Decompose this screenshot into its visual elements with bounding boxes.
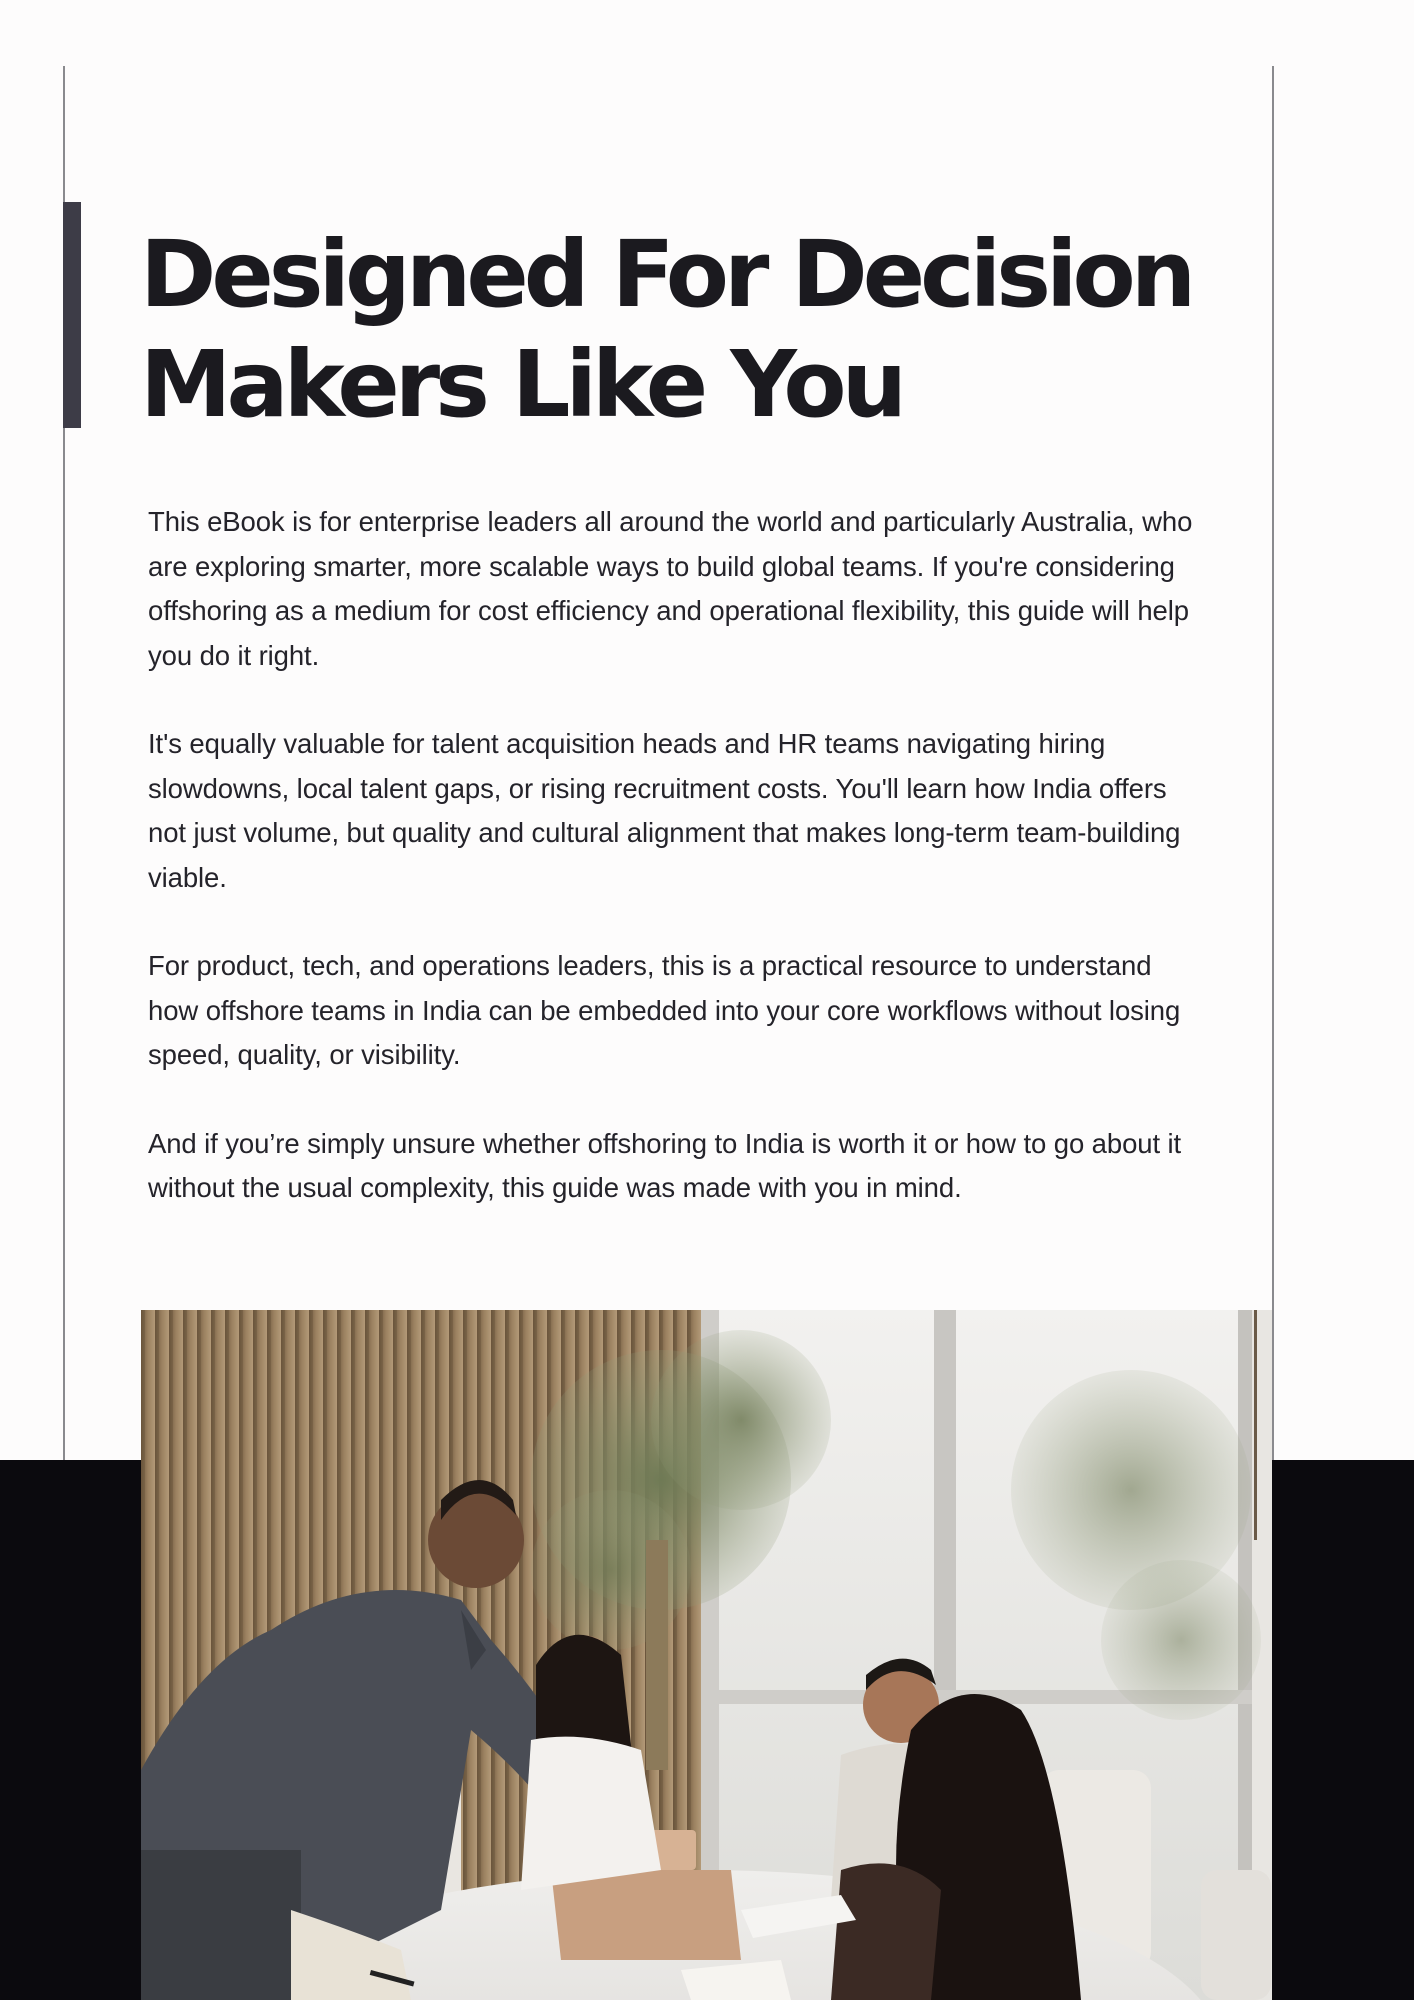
page-title (140, 220, 1240, 440)
paragraph-audience-unsure: And if you’re simply unsure whether offshoring to India is worth it or how to go about it without the usual complexity, this guide was made with you in mind. (148, 1127, 1182, 1203)
paragraph-audience-product: For product, tech, and operations leaders, this is a practical resource to understand how offshore teams in India can be embedded into your core workflows without losing speed, quality, or visibility. (148, 950, 1181, 1070)
heading-accent-bar (63, 202, 81, 428)
page-title-line-2: Makers Like You (140, 331, 903, 438)
body-text (148, 500, 1208, 1255)
page-title-line-1: Designed For Decision (140, 221, 1192, 328)
team-meeting-photo (141, 1310, 1272, 2000)
paragraph-audience-hr: It's equally valuable for talent acquisition heads and HR teams navigating hiring slowdowns, local talent gaps, or rising recruitment costs. You'll learn how India offers not just volume, but quality and cultural alignment that makes long-term team-building viable. (148, 728, 1181, 893)
paragraph-audience-leaders: This eBook is for enterprise leaders all around the world and particularly Australia, who are exploring smarter, more scalable ways to build global teams. If you're considering offshoring as a medium for cost efficiency and operational flexibility, this guide will help you do it right. (148, 506, 1193, 671)
frame-line-right (1272, 66, 1274, 1460)
